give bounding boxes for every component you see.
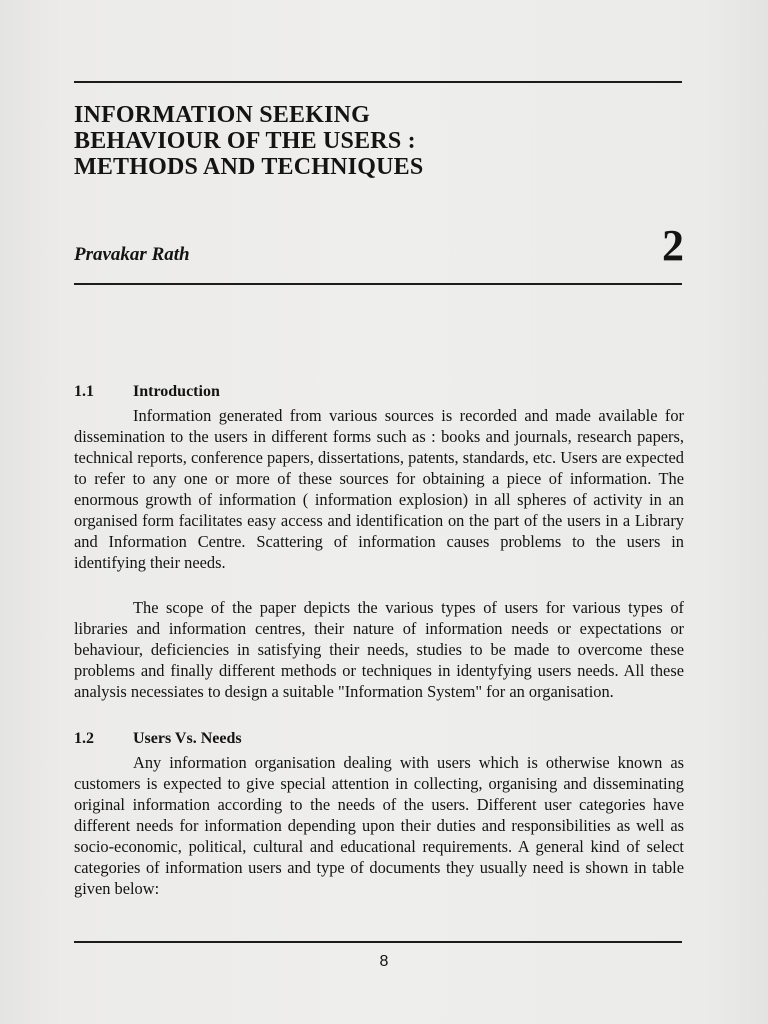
section-title: Users Vs. Needs (133, 730, 242, 747)
chapter-title-line: BEHAVIOUR OF THE USERS : (74, 128, 416, 154)
header-bottom-rule (74, 283, 682, 285)
chapter-number: 2 (662, 221, 684, 270)
footer-rule (74, 941, 682, 943)
author-name: Pravakar Rath (74, 244, 190, 265)
section-heading-users-vs-needs (74, 729, 682, 749)
chapter-title-line: INFORMATION SEEKING (74, 102, 371, 128)
paragraph: Any information organisation dealing with users which is otherwise known as customers is expected to give special attention in collecting, organising and disseminating original information according to the needs of the users. Different user categories have different needs for information depending upon their duties and responsibilities as well as socio-economic, political, cultural and educational requirements. A general kind of select categories of information users and type of documents they usually need is shown in table given below: (74, 753, 684, 898)
chapter-title-line: METHODS AND TECHNIQUES (74, 154, 424, 180)
page-number: 8 (379, 953, 389, 970)
section-title: Introduction (133, 383, 220, 400)
top-rule (74, 81, 682, 83)
chapter-title (74, 102, 674, 180)
section-heading-introduction (74, 382, 682, 402)
paragraph: Information generated from various sources is recorded and made available for dissemination to the users in different forms such as : books and journals, research papers, technical reports, conference papers, dissertations, patents, standards, etc. Users are expected to refer to any one or more of these sources for obtaining a piece of information. The enormous growth of information ( information explosion) in all spheres of activity in an organised form facilitates easy access and identification on the part of the users in a Library and Information Centre. Scattering of information causes problems to the users in identifying their needs. (74, 406, 684, 572)
paragraph: The scope of the paper depicts the various types of users for various types of libraries and information centres, their nature of information needs or expectations or behaviour, deficiencies in satisfying their needs, studies to be made to overcome these problems and finally different methods or techniques in identyfying users needs. All these analysis necessiates to design a suitable "Information System" for an organisation. (74, 598, 684, 701)
section-number: 1.2 (74, 730, 94, 747)
section-number: 1.1 (74, 383, 94, 400)
